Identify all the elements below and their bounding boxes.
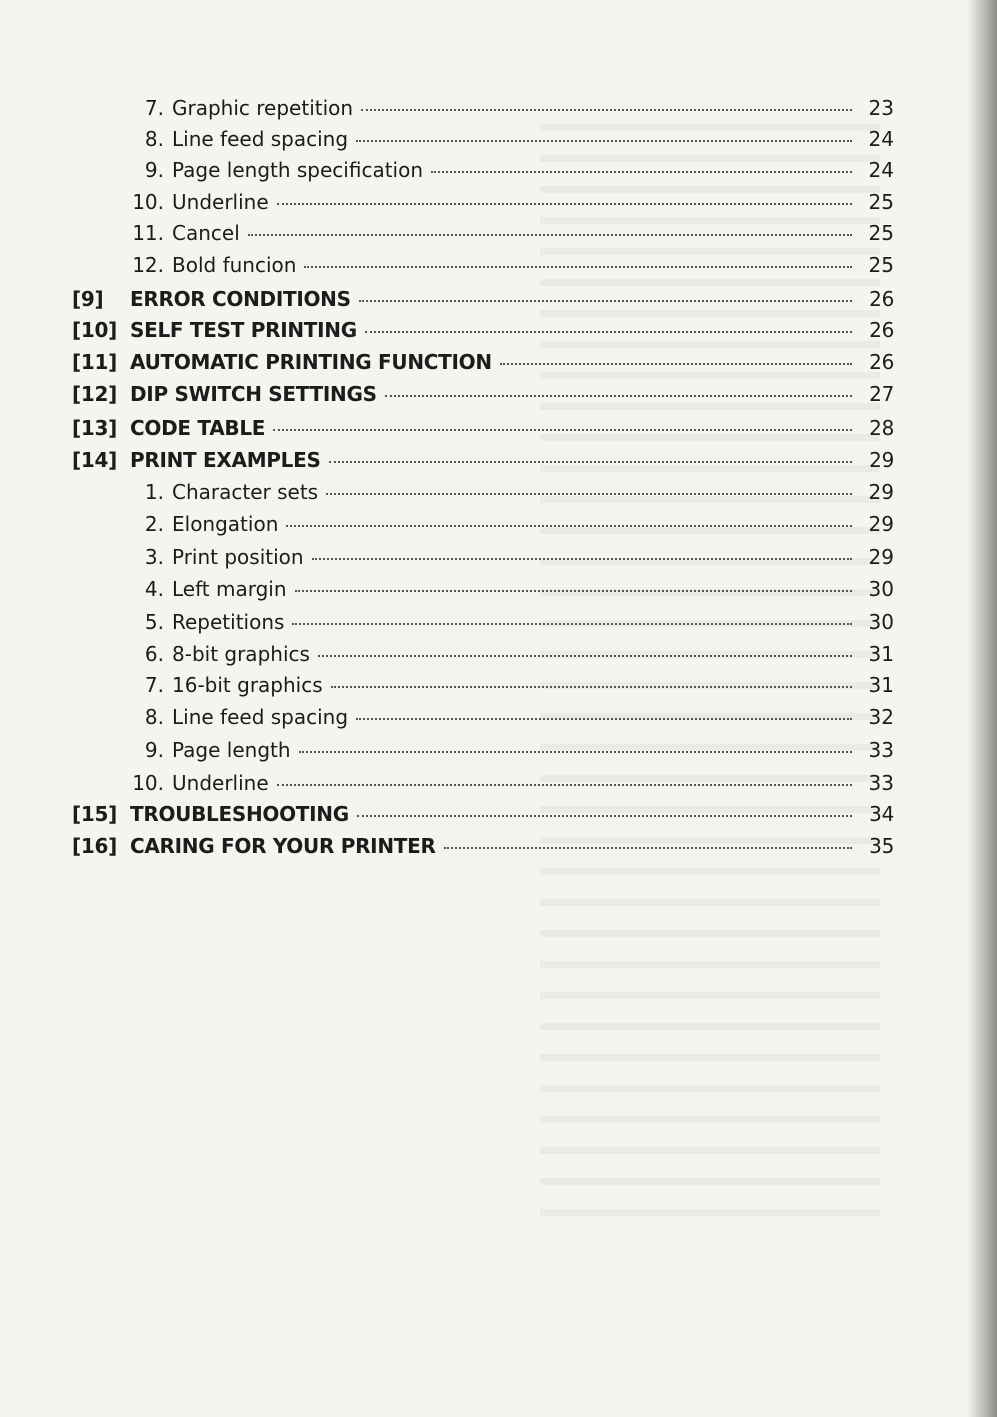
- dot-leader: [357, 815, 852, 817]
- dot-leader: [318, 655, 852, 657]
- toc-entry-title: CARING FOR YOUR PRINTER: [130, 834, 436, 858]
- toc-entry-title: Graphic repetition: [172, 96, 354, 120]
- toc-subitem-row: [72, 512, 894, 536]
- toc-page-number: 27: [869, 382, 894, 406]
- toc-entry-title: Elongation: [172, 512, 279, 536]
- toc-section-number: [11]: [72, 350, 117, 374]
- toc-page-number: 32: [868, 705, 894, 729]
- toc-page-number: 35: [869, 834, 894, 858]
- toc-page-number: 31: [868, 642, 894, 666]
- toc-entry-title: Line feed spacing: [172, 127, 349, 151]
- toc-page-number: 26: [869, 350, 894, 374]
- toc-entry-title: Print position: [172, 545, 304, 569]
- dot-leader: [356, 140, 852, 142]
- toc-page-number: 33: [868, 771, 894, 795]
- toc-page-number: 31: [868, 673, 894, 697]
- toc-item-number: 9.: [144, 738, 164, 762]
- toc-page-number: 30: [868, 577, 894, 601]
- toc-entry-title: Left margin: [172, 577, 287, 601]
- toc-chapter-row: [72, 382, 894, 406]
- toc-subitem-row: [72, 738, 894, 762]
- toc-subitem-row: [72, 577, 894, 601]
- toc-subitem-row: [72, 221, 894, 245]
- toc-chapter-row: [72, 834, 894, 858]
- toc-subitem-row: [72, 642, 894, 666]
- toc-subitem-row: [72, 190, 894, 214]
- toc-item-number: 9.: [144, 158, 164, 182]
- toc-section-number: [13]: [72, 416, 117, 440]
- dot-leader: [312, 558, 852, 560]
- toc-page-number: 29: [869, 448, 894, 472]
- toc-item-number: 7.: [144, 96, 164, 120]
- toc-entry-title: Line feed spacing: [172, 705, 349, 729]
- toc-chapter-row: [72, 802, 894, 826]
- dot-leader: [500, 363, 852, 365]
- toc-entry-title: CODE TABLE: [130, 416, 266, 440]
- toc-page-number: 25: [868, 190, 894, 214]
- toc-chapter-row: [72, 318, 894, 342]
- toc-page-number: 33: [868, 738, 894, 762]
- toc-item-number: 2.: [144, 512, 164, 536]
- toc-subitem-row: [72, 158, 894, 182]
- toc-section-number: [9]: [72, 287, 104, 311]
- toc-page-number: 24: [868, 158, 894, 182]
- page-edge-shadow: [967, 0, 997, 1417]
- toc-item-number: 11.: [132, 221, 164, 245]
- toc-entry-title: Bold funcion: [172, 253, 297, 277]
- toc-item-number: 3.: [144, 545, 164, 569]
- dot-leader: [361, 109, 852, 111]
- dot-leader: [365, 331, 852, 333]
- dot-leader: [444, 847, 852, 849]
- toc-item-number: 1.: [144, 480, 164, 504]
- toc-item-number: 8.: [144, 705, 164, 729]
- toc-section-number: [16]: [72, 834, 117, 858]
- toc-entry-title: Cancel: [172, 221, 240, 245]
- toc-section-number: [14]: [72, 448, 117, 472]
- dot-leader: [385, 395, 852, 397]
- toc-page-number: 34: [869, 802, 894, 826]
- toc-page-number: 28: [869, 416, 894, 440]
- toc-entry-title: Character sets: [172, 480, 319, 504]
- toc-chapter-row: [72, 416, 894, 440]
- dot-leader: [304, 266, 852, 268]
- toc-entry-title: PRINT EXAMPLES: [130, 448, 321, 472]
- toc-entry-title: Repetitions: [172, 610, 285, 634]
- dot-leader: [356, 718, 852, 720]
- toc-page-number: 29: [868, 512, 894, 536]
- toc-subitem-row: [72, 96, 894, 120]
- toc-item-number: 12.: [132, 253, 164, 277]
- toc-entry-title: 16-bit graphics: [172, 673, 323, 697]
- toc-subitem-row: [72, 673, 894, 697]
- dot-leader: [286, 525, 852, 527]
- toc-entry-title: Underline: [172, 190, 269, 214]
- dot-leader: [359, 300, 852, 302]
- toc-entry-title: AUTOMATIC PRINTING FUNCTION: [130, 350, 492, 374]
- toc-page-number: 25: [868, 221, 894, 245]
- toc-item-number: 4.: [144, 577, 164, 601]
- toc-item-number: 7.: [144, 673, 164, 697]
- dot-leader: [277, 203, 852, 205]
- toc-page-number: 24: [868, 127, 894, 151]
- dot-leader: [295, 590, 852, 592]
- toc-item-number: 10.: [132, 771, 164, 795]
- dot-leader: [331, 686, 852, 688]
- toc-page-number: 29: [868, 545, 894, 569]
- dot-leader: [248, 234, 852, 236]
- toc-chapter-row: [72, 287, 894, 311]
- dot-leader: [299, 751, 852, 753]
- dot-leader: [329, 461, 852, 463]
- toc-entry-title: 8-bit graphics: [172, 642, 310, 666]
- toc-item-number: 8.: [144, 127, 164, 151]
- dot-leader: [277, 784, 852, 786]
- toc-subitem-row: [72, 705, 894, 729]
- toc-item-number: 6.: [144, 642, 164, 666]
- toc-entry-title: SELF TEST PRINTING: [130, 318, 357, 342]
- dot-leader: [292, 623, 852, 625]
- dot-leader: [273, 429, 852, 431]
- toc-entry-title: Page length: [172, 738, 291, 762]
- toc-page-number: 25: [868, 253, 894, 277]
- toc-entry-title: DIP SWITCH SETTINGS: [130, 382, 377, 406]
- toc-entry-title: ERROR CONDITIONS: [130, 287, 351, 311]
- toc-page-number: 29: [868, 480, 894, 504]
- toc-subitem-row: [72, 480, 894, 504]
- toc-entry-title: Page length specification: [172, 158, 424, 182]
- toc-page-number: 23: [868, 96, 894, 120]
- toc-chapter-row: [72, 448, 894, 472]
- toc-chapter-row: [72, 350, 894, 374]
- toc-entry-title: TROUBLESHOOTING: [130, 802, 349, 826]
- toc-entry-title: Underline: [172, 771, 269, 795]
- toc-page-number: 26: [869, 318, 894, 342]
- toc-subitem-row: [72, 610, 894, 634]
- toc-section-number: [12]: [72, 382, 117, 406]
- toc-subitem-row: [72, 253, 894, 277]
- dot-leader: [326, 493, 852, 495]
- toc-subitem-row: [72, 545, 894, 569]
- toc-item-number: 5.: [144, 610, 164, 634]
- toc-subitem-row: [72, 127, 894, 151]
- toc-item-number: 10.: [132, 190, 164, 214]
- dot-leader: [431, 171, 852, 173]
- toc-section-number: [10]: [72, 318, 117, 342]
- toc-section-number: [15]: [72, 802, 117, 826]
- toc-page-number: 30: [868, 610, 894, 634]
- toc-subitem-row: [72, 771, 894, 795]
- toc-page-number: 26: [869, 287, 894, 311]
